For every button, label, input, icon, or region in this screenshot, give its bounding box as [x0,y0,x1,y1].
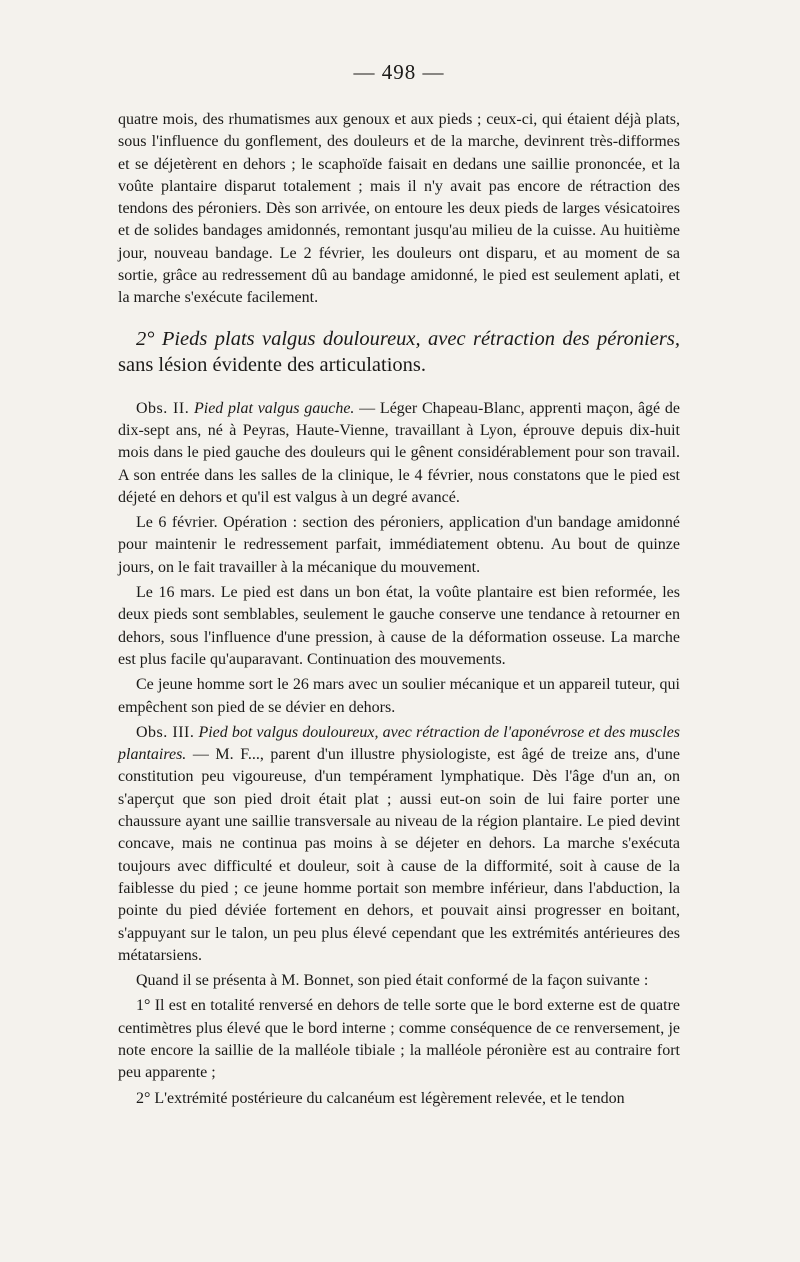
paragraph-case-continuation: quatre mois, des rhumatismes aux genoux et aux pieds ; ceux-ci, qui étaient déjà plats, sous l'influence du gonflement, des douleurs et de la marche, devinrent très-difformes et se déjetèrent en dehors ; le scaphoïde faisait en dedans une saillie prononcée, et la voûte plantaire disparut totalement ; mais il n'y avait pas encore de rétraction des tendons des péroniers. Dès son arrivée, on entoure les deux pieds de larges vésicatoires et de solides bandages amidonnés, remontant jusqu'au milieu de la cuisse. Au huitième jour, nouveau bandage. Le 2 février, les douleurs ont disparu, et au moment de sa sortie, grâce au redressement dû au bandage amidonné, le pied est seulement aplati, et la marche s'exécute facilement. [118,111,680,307]
paragraph-bonnet: Quand il se présenta à M. Bonnet, son pied était conformé de la façon suivante : [136,972,649,990]
observation-2-label: Obs. II. [136,399,190,417]
observation-3 [118,722,680,967]
observation-2-text: — Léger Chapeau-Blanc, apprenti maçon, âgé de dix-sept ans, né à Peyras, Haute-Vienne, travaillant à Lyon, éprouve depuis dix-huit mois dans le pied gauche des douleurs qui le gênent considérablement pour son travail. A son entrée dans les salles de la clinique, le 4 février, nous constatons que le pied est déjeté en dehors et qu'il est valgus à un degré avancé. [118,399,681,506]
paragraph-feb-6: Le 6 février. Opération : section des péroniers, application d'un bandage amidonné pour maintenir le redressement parfait, immédiatement obtenu. Au bout de quinze jours, on le fait travailler à la mécanique du mouvement. [118,514,680,576]
section-heading [118,326,680,378]
section-heading-rest: sans lésion évidente des articulations. [118,353,426,376]
paragraph-march-26: Ce jeune homme sort le 26 mars avec un soulier mécanique et un appareil tuteur, qui empêchent son pied de se dévier en dehors. [118,676,680,716]
section-heading-italic: 2° Pieds plats valgus douloureux, avec rétraction des péroniers, [136,327,680,350]
observation-2 [118,398,680,509]
observation-3-label: Obs. III. [136,723,195,741]
paragraph-point-2: 2° L'extrémité postérieure du calcanéum est légèrement relevée, et le tendon [136,1089,625,1107]
observation-2-title: Pied plat valgus gauche. [193,399,355,417]
page-number: — 498 — [353,60,445,84]
observation-3-title: Pied bot valgus douloureux, avec rétraction de l'aponévrose et des muscles plantaires. [118,723,681,764]
observation-3-text: — M. F..., parent d'un illustre physiologiste, est âgé de treize ans, d'une constitution peu vigoureuse, d'un tempérament lymphatique. Dès l'âge d'un an, on s'aperçut que son pied droit était plat ; aussi eut-on soin de lui faire porter une chaussure ayant une saillie transversale au niveau de la région plantaire. Le pied devint concave, mais ne continua pas moins à se déjeter en dehors. La marche s'exécuta toujours avec difficulté et douleur, soit à cause de la difformité, soit à cause de la faiblesse du pied ; ce jeune homme portait son membre inférieur, dans l'abduction, la pointe du pied déviée fortement en dehors, et pouvait ainsi progresser en boitant, s'appuyant sur le talon, un peu plus élevé cependant que les extrémités antérieures des métatarsiens. [118,746,680,964]
paragraph-point-1: 1° Il est en totalité renversé en dehors de telle sorte que le bord externe est de quatre centimètres plus élevé que le bord interne ; comme conséquence de ce renversement, je note encore la saillie de la malléole tibiale ; la malléole péronière est au contraire fort peu apparente ; [118,997,680,1082]
paragraph-march-16: Le 16 mars. Le pied est dans un bon état, la voûte plantaire est bien reformée, les deux pieds sont semblables, seulement le gauche conserve une tendance à retourner en dehors, sous l'influence d'une pression, à cause de la déformation osseuse. La marche est plus facile qu'auparavant. Continuation des mouvements. [118,584,680,668]
